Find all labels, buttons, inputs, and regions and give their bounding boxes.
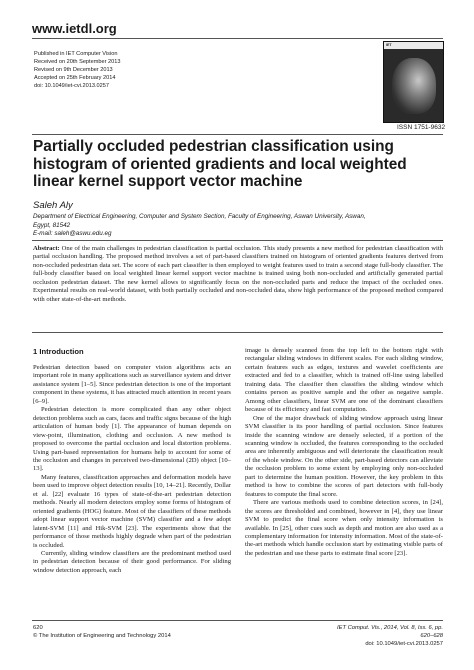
footer-rule [32, 620, 443, 621]
author-email[interactable]: E-mail: saleh@aswu.edu.eg [33, 230, 112, 237]
meta-revised: Revised on 9th December 2013 [34, 67, 113, 73]
meta-received: Received on 20th September 2013 [34, 59, 121, 65]
journal-cover-image [383, 41, 444, 123]
footer-right [330, 624, 443, 648]
affiliation [33, 213, 445, 239]
meta-accepted: Accepted on 25th February 2014 [34, 75, 116, 81]
footer-doi: doi: 10.1049/iet-cvi.2013.0257 [365, 641, 443, 647]
title-line-2: histogram of oriented gradients and local weighted [33, 155, 407, 173]
site-url[interactable]: www.ietdl.org [32, 21, 117, 36]
author-name: Saleh Aly [33, 200, 73, 211]
meta-published: Published in IET Computer Vision [34, 51, 118, 57]
paper-title [33, 138, 453, 191]
title-line-1: Partially occluded pedestrian classification using [33, 138, 394, 155]
body-column-left [33, 364, 231, 575]
cover-face-illustration [392, 58, 436, 114]
issn: ISSN 1751-9632 [397, 124, 446, 131]
abstract-label: Abstract: [33, 245, 60, 252]
affiliation-line-2: Egypt, 81542 [33, 221, 71, 229]
publication-meta [34, 50, 120, 90]
journal-citation: IET Comput. Vis., 2014, Vol. 8, Iss. 6, pp. 620–628 [336, 625, 443, 639]
paragraph: image is densely scanned from the top left to the bottom right with rectangular sliding windows in different scales. For each sliding window, certain features such as edges, textures and wavelet coefficients are extracted and fed to a classifier, which is trained off-line using labelled training data. The classifier then classifies the sliding window which contains person as positive sample and the other as negative sample. Among other classifiers, linear SVM are one of the dominant classifiers because of its efficiency and fast computation. [245, 347, 443, 414]
paragraph: Many features, classification approaches and deformation models have been used to improve object detection results [10, 14–21]. Recently, Dollar et al. [22] evaluate 16 types of state-of-the-art pedestrian detection methods. Nearly all modern detectors employ some forms of histogram of oriented gradients (HOG) feature. Most of the classifiers of these methods adopt linear support vector machine (SVM) classifier and a few adopt latent-SVM [11] and Hik-SVM [23]. The experiments show that the performance of those methods highly degrade when part of the pedestrian is occluded. [33, 473, 231, 549]
cover-brand: IET [386, 43, 392, 47]
cover-header-bar [384, 42, 443, 49]
body-column-right [245, 347, 443, 558]
paragraph: Pedestrian detection based on computer vision algorithms acts an important role in many applications such as surveillance system and driver assistance system [1–5]. Since pedestrian detection is one of the important component in these systems, it has attracted much attention in recent years [6–9]. [33, 364, 231, 405]
abstract-top-rule [32, 240, 443, 241]
paragraph: Pedestrian detection is more complicated than any other object detection problems such as cars, faces and traffic signs because of the high articulation of human body [1]. The appearance of human depends on view-point, illumination, clothing and occlusion. A new method is proposed to overcome the partial occlusion and local distortion problems. Using part-based representation for humans help to account for some of the occlusion and changes in perceived two-dimensional (2D) object [10–13]. [33, 406, 231, 473]
header-rule [32, 38, 443, 39]
title-rule [32, 134, 443, 135]
meta-doi: doi: 10.1049/iet-cvi.2013.0257 [34, 83, 109, 89]
section-heading: 1 Introduction [33, 347, 84, 356]
copyright: © The Institution of Engineering and Technology 2014 [33, 633, 171, 639]
page-number: 620 [33, 625, 43, 631]
footer-left [33, 624, 171, 640]
paragraph: One of the major drawback of sliding window approach using linear SVM classifier is its poor handling of partial occlusion. Since features inside the scanning window are densely selected, if a portion of the scanning window is occluded, the features corresponding to the occluded area are inherently ambiguous and will deteriorate the classification result of the whole window. On the other side, part-based detectors can alleviate the occlusion problem to some extent by employing only non-occluded part to determine the human position. However, the key problem in this method is how to combine the scores of part detectors with full-body features to compute the final score. [245, 414, 443, 498]
paragraph: Currently, sliding window classifiers are the predominant method used in pedestrian detection because of their good performance. For sliding window detection approach, each [33, 549, 231, 574]
abstract-text: One of the main challenges in pedestrian classification is partial occlusion. This study presents a new method for pedestrian classification with partial occlusion handling. The proposed method involves a set of part-based classifiers trained on histogram of oriented gradients features derived from non-occluded pedestrian data set. The score of each part classifier is then employed to weight features used to train a second stage full-body classifier. The full-body classifier based on local weighted linear kernel support vector machine is trained using both non-occluded and artificially generated partial occlusion pedestrian dataset. The new kernel allows to significantly focus on the non-occluded parts and reduce the impact of the occluded ones. Experimental results on real-world dataset, with both partially occluded and non-occluded data, show high performance of the proposed method compared with other state-of-the-art methods. [33, 245, 444, 303]
abstract-bottom-rule [32, 332, 443, 333]
paragraph: There are various methods used to combine detection scores, in [24], the scores are thresholded and combined, however in [4], they use linear SVM to predict the final score when only intensity information is available. In [25], other cues such as depth and motion are also used as a complementary information for intensity information. Most of the state-of-the-art methods which handle occlusion start by estimating visible parts of the pedestrian and use these parts to estimate final score [23]. [245, 499, 443, 557]
abstract [33, 245, 443, 304]
title-line-3: linear kernel support vector machine [33, 173, 303, 190]
affiliation-line-1: Department of Electrical Engineering, Computer and System Section, Faculty of Engineering, Aswan University, Aswan, [33, 213, 366, 220]
